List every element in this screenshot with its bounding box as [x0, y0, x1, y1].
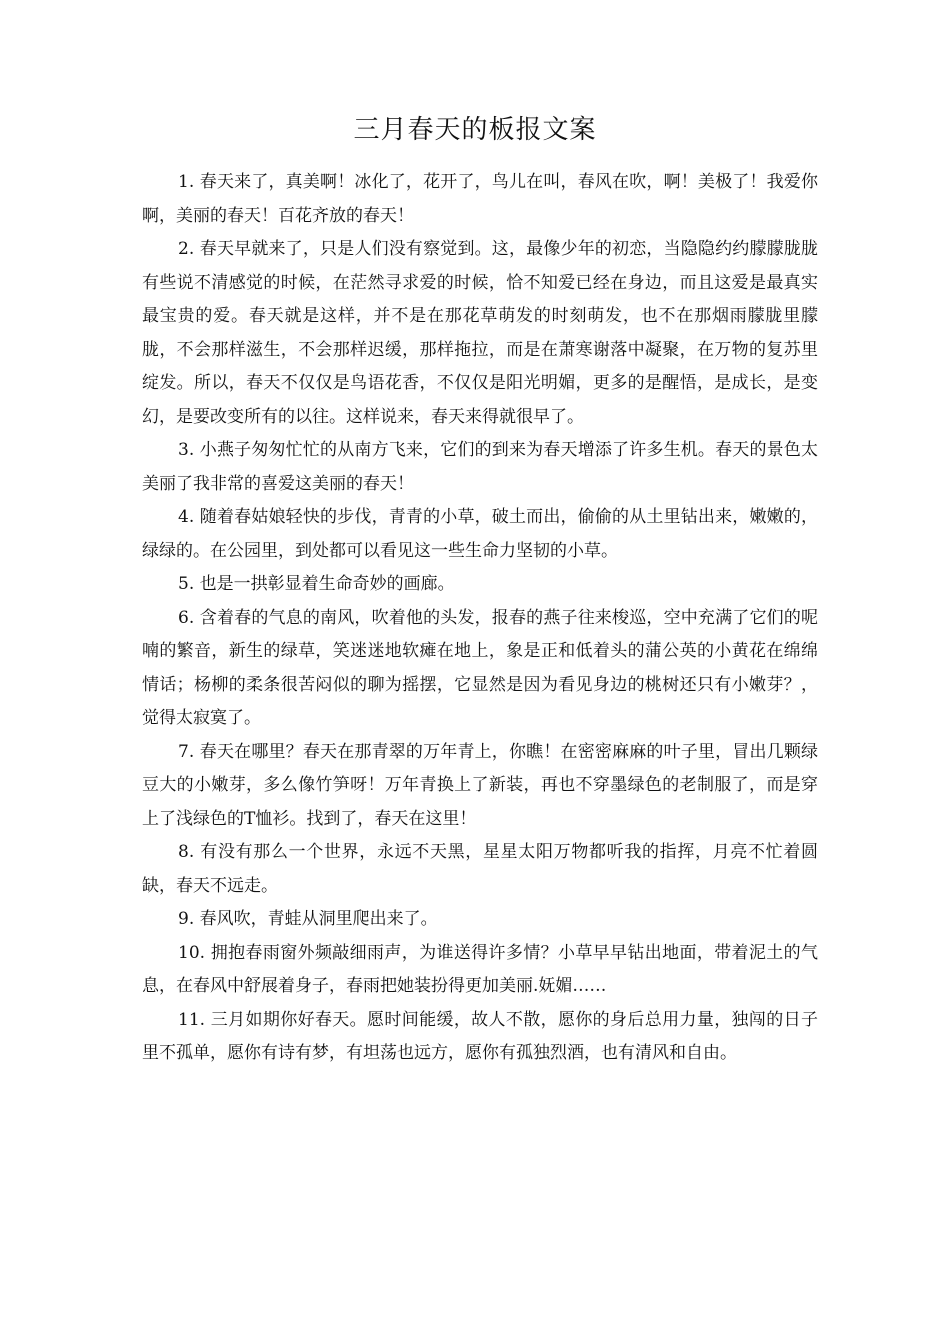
paragraph-2: 2. 春天早就来了，只是人们没有察觉到。这，最像少年的初恋，当隐隐约约朦朦胧胧有些说不清感觉的时候，在茫然寻求爱的时候，恰不知爱已经在身边，而且这爱是最真实最宝贵的爱。春天就是这样，并不是在那花草萌发的时刻萌发，也不在那烟雨朦胧里朦胧，不会那样滋生，不会那样迟缓，那样拖拉，而是在萧寒谢落中凝聚，在万物的复苏里绽发。所以，春天不仅仅是鸟语花香，不仅仅是阳光明媚，更多的是醒悟，是成长，是变幻，是要改变所有的以往。这样说来，春天来得就很早了。 — [142, 239, 818, 427]
paragraph-9: 9. 春风吹，青蛙从洞里爬出来了。 — [178, 909, 438, 929]
paragraph-10: 10. 拥抱春雨窗外频敲细雨声，为谁送得许多情？小草早早钻出地面，带着泥土的气息，在春风中舒展着身子，春雨把她装扮得更加美丽.妩媚…… — [142, 942, 818, 996]
paragraph-4: 4. 随着春姑娘轻快的步伐，青青的小草，破土而出，偷偷的从土里钻出来，嫩嫩的，绿绿的。在公园里，到处都可以看见这一些生命力坚韧的小草。 — [142, 507, 818, 561]
paragraph-7: 7. 春天在哪里？春天在那青翠的万年青上，你瞧！在密密麻麻的叶子里，冒出几颗绿豆大的小嫩芽，多么像竹笋呀！万年青换上了新装，再也不穿墨绿色的老制服了，而是穿上了浅绿色的T恤衫。找到了，春天在这里！ — [142, 741, 818, 829]
paragraph-5: 5. 也是一拱彰显着生命奇妙的画廊。 — [178, 574, 455, 594]
paragraph-8: 8. 有没有那么一个世界，永远不天黑，星星太阳万物都听我的指挥，月亮不忙着圆缺，春天不远走。 — [142, 842, 818, 896]
page-title: 三月春天的板报文案 — [353, 115, 597, 145]
paragraph-1: 1. 春天来了，真美啊！冰化了，花开了，鸟儿在叫，春风在吹，啊！美极了！我爱你啊，美丽的春天！百花齐放的春天！ — [142, 172, 818, 226]
paragraph-6: 6. 含着春的气息的南风，吹着他的头发，报春的燕子往来梭巡，空中充满了它们的呢喃的繁音，新生的绿草，笑迷迷地软瘫在地上，象是正和低着头的蒲公英的小黄花在绵绵情话；杨柳的柔条很苦闷似的聊为摇摆，它显然是因为看见身边的桃树还只有小嫩芽？，觉得太寂寞了。 — [142, 607, 818, 728]
paragraph-11: 11. 三月如期你好春天。愿时间能缓，故人不散，愿你的身后总用力量，独闯的日子里不孤单，愿你有诗有梦，有坦荡也远方，愿你有孤独烈酒，也有清风和自由。 — [142, 1009, 818, 1063]
document-body — [142, 166, 818, 1071]
paragraph-3: 3. 小燕子匆匆忙忙的从南方飞来，它们的到来为春天增添了许多生机。春天的景色太美丽了我非常的喜爱这美丽的春天！ — [142, 440, 818, 494]
